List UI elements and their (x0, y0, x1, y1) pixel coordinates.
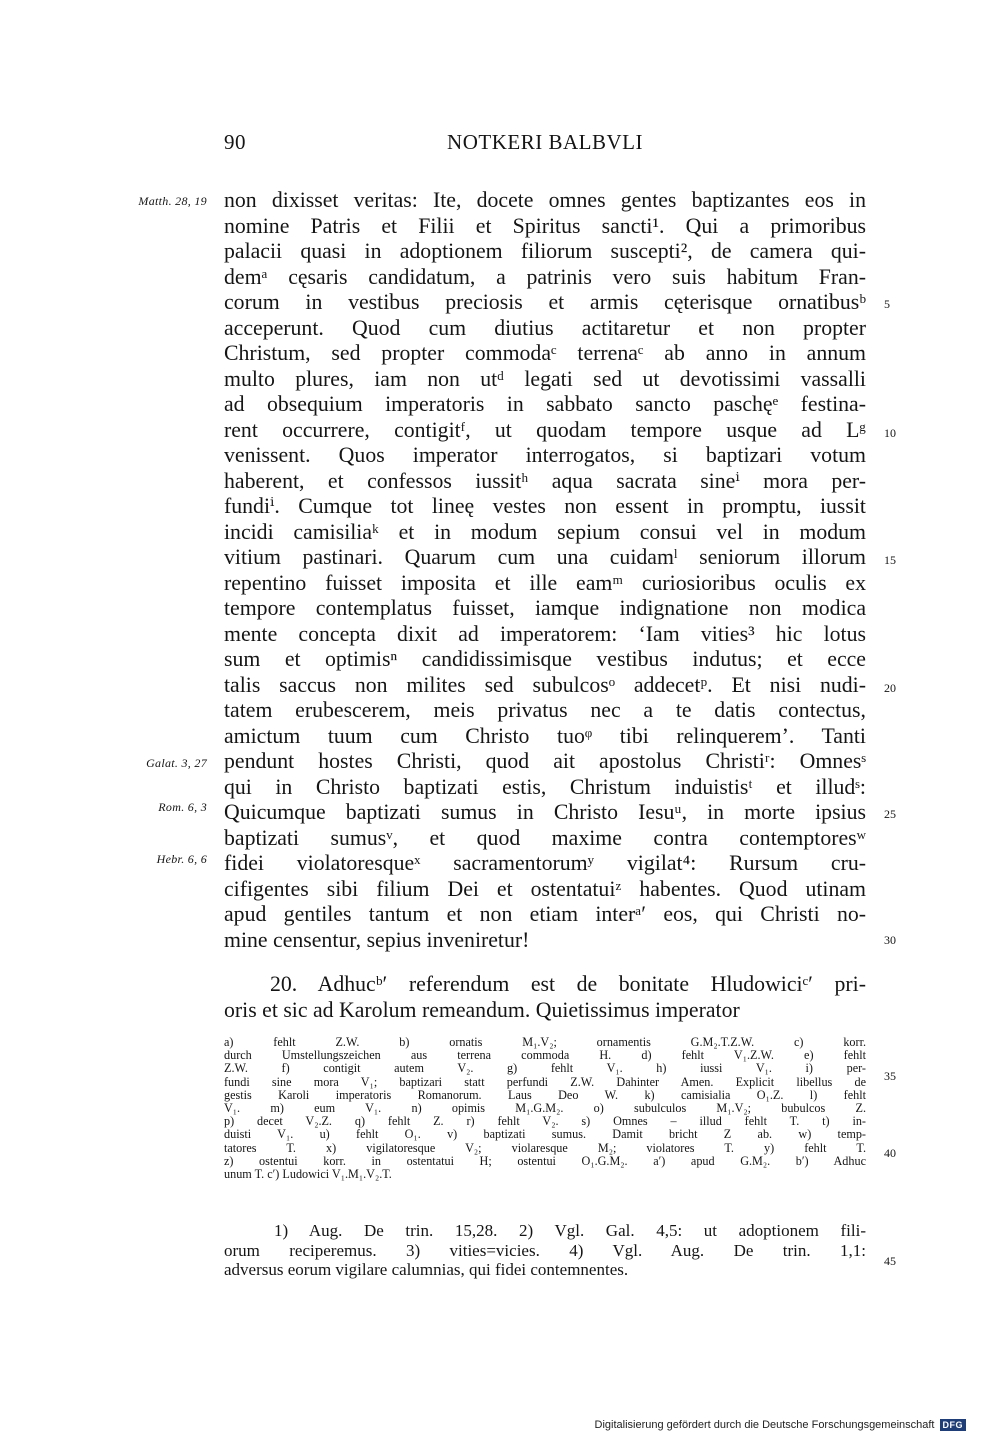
text-line: repentino fuisset imposita et ille eamᵐ curiosioribus oculis ex (224, 570, 866, 595)
apparatus-line: duisti V₁. u) fehlt O₁. v) baptizati sumus. Damit bricht Z ab. w) temp- (224, 1127, 866, 1142)
text-line: Quicumque baptizati sumus in Christo Iesuᵘ, in morte ipsius (224, 800, 866, 824)
apparatus-line: unum T. c′) Ludowici V₁.M₁.V₂.T. (224, 1166, 392, 1181)
text-line: corum in vestibus preciosis et armis cęterisque ornatibusᵇ (224, 290, 866, 314)
line-number: 25 (884, 807, 896, 821)
text-line: tempore contemplatus fuisset, iamque indignatione non modica (224, 596, 866, 620)
text-line: pendunt hostes Christi, quod ait apostolus Christiʳ: Omnesˢ (224, 749, 866, 773)
line-number: 30 (884, 933, 896, 947)
line-number: 20 (884, 681, 896, 695)
dfg-logo: DFG (940, 1419, 967, 1431)
section-20-text (224, 972, 866, 1023)
apparatus-line: p) decet V₂.Z. q) fehlt Z. r) fehlt V₂. s) Omnes – illud fehlt T. t) in- (224, 1114, 866, 1129)
text-line: apud gentiles tantum et non etiam interᵃ′ eos, qui Christi no- (224, 902, 866, 926)
text-line: venissent. Quos imperator interrogatos, si baptizari votum (224, 443, 866, 467)
text-line: oris et sic ad Karolum remeandum. Quietissimus imperator (224, 997, 740, 1022)
apparatus-line: V₁. m) eum V₁. n) opimis M₁.G.M₂. o) subulculos M₁.V₂; bubulcos Z. (224, 1100, 866, 1115)
text-line: ad obsequium imperatoris in sabbato sancto paschęᵉ festina- (224, 392, 866, 416)
text-line: baptizati sumusᵛ, et quod maxime contra contemptoresʷ (224, 825, 866, 850)
text-line: mine censentur, sepius inveniretur! (224, 927, 530, 952)
footer-text: Digitalisierung gefördert durch die Deutsche Forschungsgemeinschaft (594, 1419, 935, 1431)
text-line: 20. Adhucᵇ′ referendum est de bonitate Hludowiciᶜ′ pri- (270, 972, 866, 996)
line-number: 15 (884, 553, 896, 567)
text-line: demᵃ cęsaris candidatum, a patrinis vero suis habitum Fran- (224, 264, 866, 289)
line-number: 35 (884, 1069, 896, 1083)
apparatus-line: a) fehlt Z.W. b) ornatis M₁.V₂; ornamentis G.M₂.T.Z.W. c) korr. (224, 1035, 866, 1049)
apparatus-line: fundi sine mora V₁; baptizari statt perfundi Z.W. Dahinter Amen. Explicit libellus de (224, 1074, 866, 1089)
text-line: nomine Patris et Filii et Spiritus sancti¹. Qui a primoribus (224, 213, 866, 238)
line-number: 45 (884, 1254, 896, 1268)
text-line: non dixisset veritas: Ite, docete omnes gentes baptizantes eos in (224, 188, 866, 212)
text-line: multo plures, iam non utᵈ legati sed ut devotissimi vassalli (224, 366, 866, 391)
running-head: NOTKERI BALBVLI (447, 130, 643, 154)
note-line: 1) Aug. De trin. 15,28. 2) Vgl. Gal. 4,5: ut adoptionem fili- (274, 1221, 866, 1240)
margin-reference: Hebr. 6, 6 (156, 852, 207, 866)
line-number: 10 (884, 426, 896, 440)
line-number: 5 (884, 297, 890, 311)
margin-reference: Galat. 3, 27 (146, 756, 207, 770)
apparatus-line: durch Umstellungszeichen aus terrena commoda H. d) fehlt V₁.Z.W. e) fehlt (224, 1048, 866, 1063)
text-line: talis saccus non milites sed subulcosᵒ addecetᵖ. Et nisi nudi- (224, 672, 866, 697)
critical-apparatus (224, 1036, 866, 1181)
text-line: cifigentes sibi filium Dei et ostentatuiᶻ habentes. Quod utinam (224, 876, 866, 901)
text-line: acceperunt. Quod cum diutius actitaretur et non propter (224, 315, 866, 340)
note-line: orum reciperemus. 3) vities=vicies. 4) Vgl. Aug. De trin. 1,1: (224, 1240, 866, 1260)
footer-credit (595, 1419, 966, 1431)
text-line: tatem erubescerem, meis privatus nec a te datis contectus, (224, 698, 866, 722)
apparatus-line: z) ostentui korr. in ostentatui H; ostentui O₁.G.M₂. a′) apud G.M₂. b′) Adhuc (224, 1153, 866, 1168)
text-line: fundiⁱ. Cumque tot lineę vestes non essent in promptu, iussit (224, 494, 866, 518)
text-line: sum et optimisⁿ candidissimisque vestibus indutus; et ecce (224, 647, 866, 671)
paragraph-gap (224, 953, 866, 972)
text-line: palacii quasi in adoptionem filiorum suscepti², de camera qui- (224, 239, 866, 263)
chapter-text (224, 188, 866, 953)
page-header (224, 130, 866, 160)
page-number: 90 (224, 130, 246, 154)
apparatus-line: gestis Karoli imperatoris Romanorum. Laus Deo W. k) camisialia O₁.Z. l) fehlt (224, 1087, 866, 1102)
text-line: fidei violatoresqueˣ sacramentorumʸ vigilat⁴: Rursum cru- (224, 851, 866, 875)
margin-reference: Rom. 6, 3 (158, 800, 207, 814)
main-text (224, 188, 866, 1023)
text-line: qui in Christo baptizati estis, Christum induistisᵗ et illudˢ: (224, 774, 866, 799)
apparatus-line: tatores T. x) vigilatoresque V₂; violaresque M₂; violatores T. y) fehlt T. (224, 1140, 866, 1155)
margin-reference: Matth. 28, 19 (138, 194, 207, 208)
source-notes (224, 1221, 866, 1280)
text-line: Christum, sed propter commodaᶜ terrenaᶜ ab anno in annum (224, 341, 866, 365)
text-line: amictum tuum cum Christo tuoᵠ tibi relinquerem’. Tanti (224, 723, 866, 748)
text-line: rent occurrere, contigitᶠ, ut quodam tempore usque ad Lᵍ (224, 417, 866, 442)
text-line: vitium pastinari. Quarum cum una cuidamˡ seniorum illorum (224, 545, 866, 569)
apparatus-line: Z.W. f) contigit autem V₂. g) fehlt V₁. h) iussi V₁. i) per- (224, 1061, 866, 1076)
line-number: 40 (884, 1146, 896, 1160)
text-line: incidi camisiliaᵏ et in modum sepium consui vel in modum (224, 519, 866, 544)
text-line: mente concepta dixit ad imperatorem: ‘Iam vities³ hic lotus (224, 621, 866, 646)
note-line: adversus eorum vigilare calumnias, qui fidei contemnentes. (224, 1260, 629, 1279)
text-line: haberent, et confessos iussitʰ aqua sacrata sineⁱ mora per- (224, 468, 866, 493)
